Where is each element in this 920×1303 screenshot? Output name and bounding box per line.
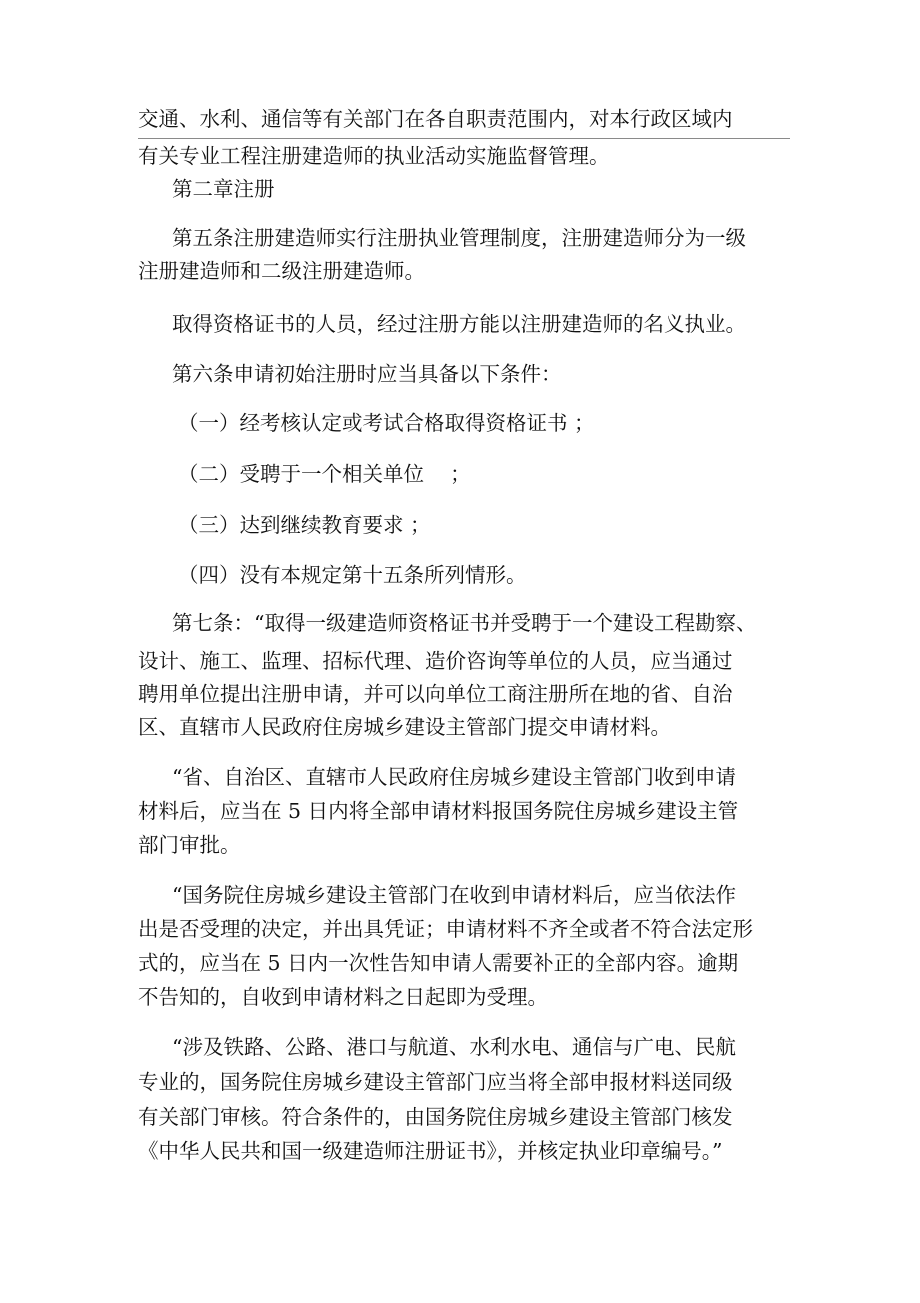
text-line: 不告知的，自收到申请材料之日起即为受理。 <box>138 985 548 1009</box>
text-line: 设计、施工、监理、招标代理、造价咨询等单位的人员，应当通过 <box>138 649 733 673</box>
text-line: 取得资格证书的人员，经过注册方能以注册建造师的名义执业。 <box>172 312 746 336</box>
text-line: 交通、水利、通信等有关部门在各自职责范围内，对本行政区域内 <box>138 107 733 131</box>
text-line: 部门审批。 <box>138 833 241 857</box>
text-line: 区、直辖市人民政府住房城乡建设主管部门提交申请材料。 <box>138 715 671 739</box>
text-line: 有关部门审核。符合条件的，由国务院住房城乡建设主管部门核发 <box>138 1105 733 1129</box>
text-line: 材料后，应当在 5 日内将全部申请材料报国务院住房城乡建设主管 <box>138 799 739 823</box>
text-line: 聘用单位提出注册申请，并可以向单位工商注册所在地的省、自治 <box>138 682 733 706</box>
header-rule <box>138 138 790 139</box>
text-line: 专业的，国务院住房城乡建设主管部门应当将全部申报材料送同级 <box>138 1070 733 1094</box>
chapter-heading: 第二章注册 <box>172 177 275 201</box>
text-line: “国务院住房城乡建设主管部门在收到申请材料后，应当依法作 <box>172 883 736 907</box>
list-item: （二）受聘于一个相关单位 ； <box>178 462 471 486</box>
text-line: 出是否受理的决定，并出具凭证；申请材料不齐全或者不符合法定形 <box>138 917 753 941</box>
text-line: 《中华人民共和国一级建造师注册证书》，并核定执业印章编号。” <box>138 1139 723 1163</box>
text-line: “省、自治区、直辖市人民政府住房城乡建设主管部门收到申请 <box>172 765 736 789</box>
text-line: 式的，应当在 5 日内一次性告知申请人需要补正的全部内容。逾期 <box>138 951 739 975</box>
text-line: 注册建造师和二级注册建造师。 <box>138 259 425 283</box>
list-item: （一）经考核认定或考试合格取得资格证书 ； <box>178 411 595 435</box>
list-item: （四）没有本规定第十五条所列情形。 <box>178 563 527 587</box>
list-item: （三）达到继续教育要求 ； <box>178 513 431 537</box>
text-line: 第五条注册建造师实行注册执业管理制度，注册建造师分为一级 <box>172 226 746 250</box>
text-line: 第六条申请初始注册时应当具备以下条件： <box>172 362 562 386</box>
text-line: 有关专业工程注册建造师的执业活动实施监督管理。 <box>138 144 610 168</box>
text-line: 第七条：“取得一级建造师资格证书并受聘于一个建设工程勘察、 <box>172 611 757 635</box>
text-line: “涉及铁路、公路、港口与航道、水利水电、通信与广电、民航 <box>172 1035 736 1059</box>
